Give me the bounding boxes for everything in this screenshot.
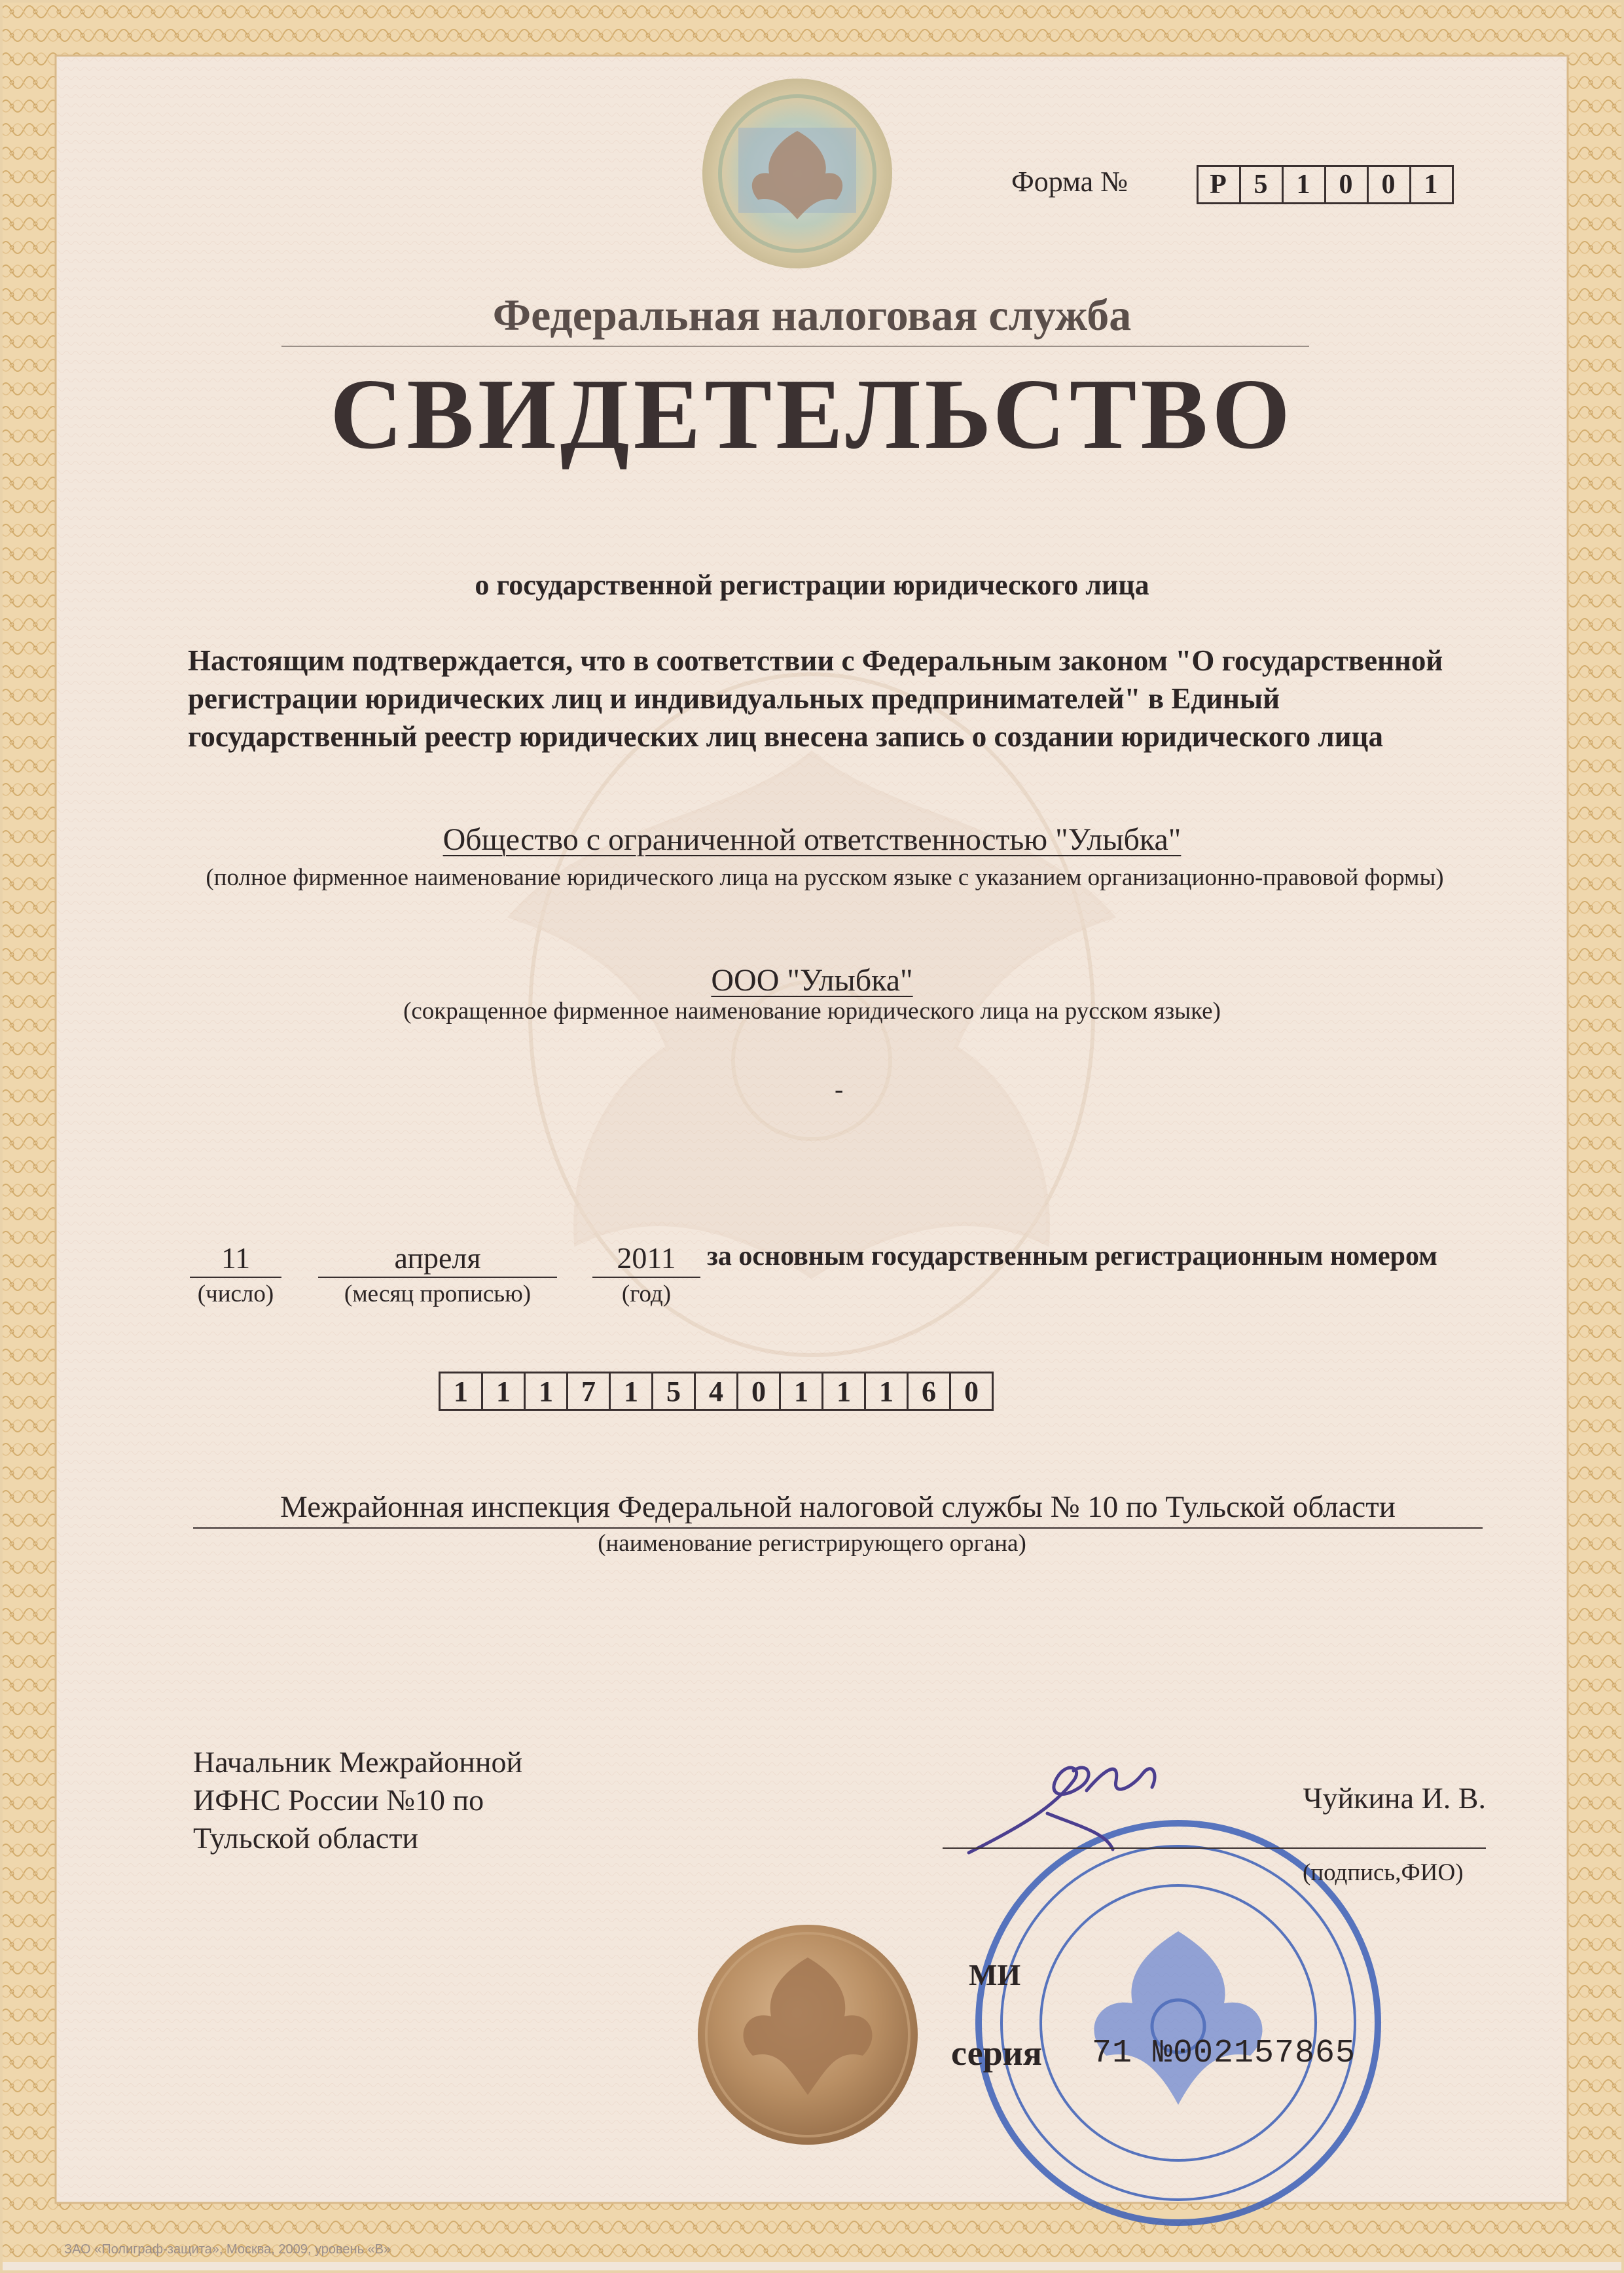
registering-authority: Межрайонная инспекция Федеральной налоговой службы № 10 по Тульской области [193,1489,1483,1529]
ogrn-digit: 1 [483,1373,526,1409]
ogrn-digit: 1 [781,1373,823,1409]
ogrn-number [439,1372,994,1411]
agency-divider [281,346,1309,347]
signer-name: Чуйкина И. В. [1303,1781,1486,1815]
ogrn-digit: 1 [441,1373,483,1409]
signature-line [943,1847,1486,1849]
ogrn-digit: 0 [964,1375,979,1408]
blank-code: МИ [969,1958,1021,1991]
page-title: СВИДЕТЕЛЬСТВО [330,359,1294,470]
month-label: (месяц прописью) [344,1281,532,1307]
entity-full-name-note: (полное фирменное наименование юридического лица на русском языке с указанием организационно-правовой формы) [206,864,1444,891]
signer-position [193,1743,522,1857]
registration-year: 2011 [592,1241,700,1278]
form-digit: 0 [1326,167,1369,202]
signer-position-line: Начальник Межрайонной [193,1745,523,1779]
form-label: Форма № [1011,166,1128,198]
entity-short-name [0,962,1624,998]
ogrn-digit: 6 [909,1373,951,1409]
day-label: (число) [197,1281,274,1307]
entity-full-name-value: Общество с ограниченной ответственностью "Улыбка" [442,822,1182,857]
entity-short-name-note: (сокращенное фирменное наименование юридического лица на русском языке) [403,998,1221,1025]
form-number [1197,165,1454,204]
series-number: 71 №002157865 [1092,2035,1356,2072]
form-digit: Р [1199,167,1241,202]
registration-month: апреля [318,1241,557,1278]
form-digit: 1 [1424,170,1439,200]
ogrn-digit: 1 [526,1373,568,1409]
page-subtitle: о государственной регистрации юридического лица [475,569,1149,601]
ogrn-digit: 0 [738,1373,781,1409]
entity-short-name-value: ООО "Улыбка" [711,963,913,998]
year-label: (год) [621,1281,672,1307]
form-digit: 0 [1369,167,1411,202]
signer-position-line: ИФНС России №10 по [193,1783,484,1817]
ogrn-digit: 1 [611,1373,653,1409]
ogrn-digit: 1 [866,1373,909,1409]
signer-position-line: Тульской области [193,1821,419,1855]
entity-foreign-name: - [835,1074,844,1104]
printer-imprint: ЗАО «Полиграф-защита», Москва, 2009, уровень «В» [64,2242,391,2257]
form-digit: 1 [1284,167,1326,202]
agency-name: Федеральная налоговая служба [492,290,1132,340]
series-label: серия [951,2033,1042,2073]
intro-paragraph: Настоящим подтверждается, что в соответствии с Федеральным законом "О государственной регистрации юридических лиц и индивидуальных предпринимателей" в Единый государственный реестр юридических лиц внесена запись о создании юридического лица [188,644,1443,753]
ogrn-caption: за основным государственным регистрационным номером [707,1241,1437,1271]
registration-day: 11 [190,1241,281,1278]
form-digit: 5 [1241,167,1284,202]
signature-note: (подпись,ФИО) [1303,1859,1464,1886]
registering-authority-note: (наименование регистрирующего органа) [598,1530,1026,1557]
ogrn-digit: 4 [696,1373,738,1409]
ogrn-digit: 1 [823,1373,866,1409]
ogrn-digit: 5 [653,1373,696,1409]
ogrn-digit: 7 [568,1373,611,1409]
entity-full-name [0,822,1624,858]
